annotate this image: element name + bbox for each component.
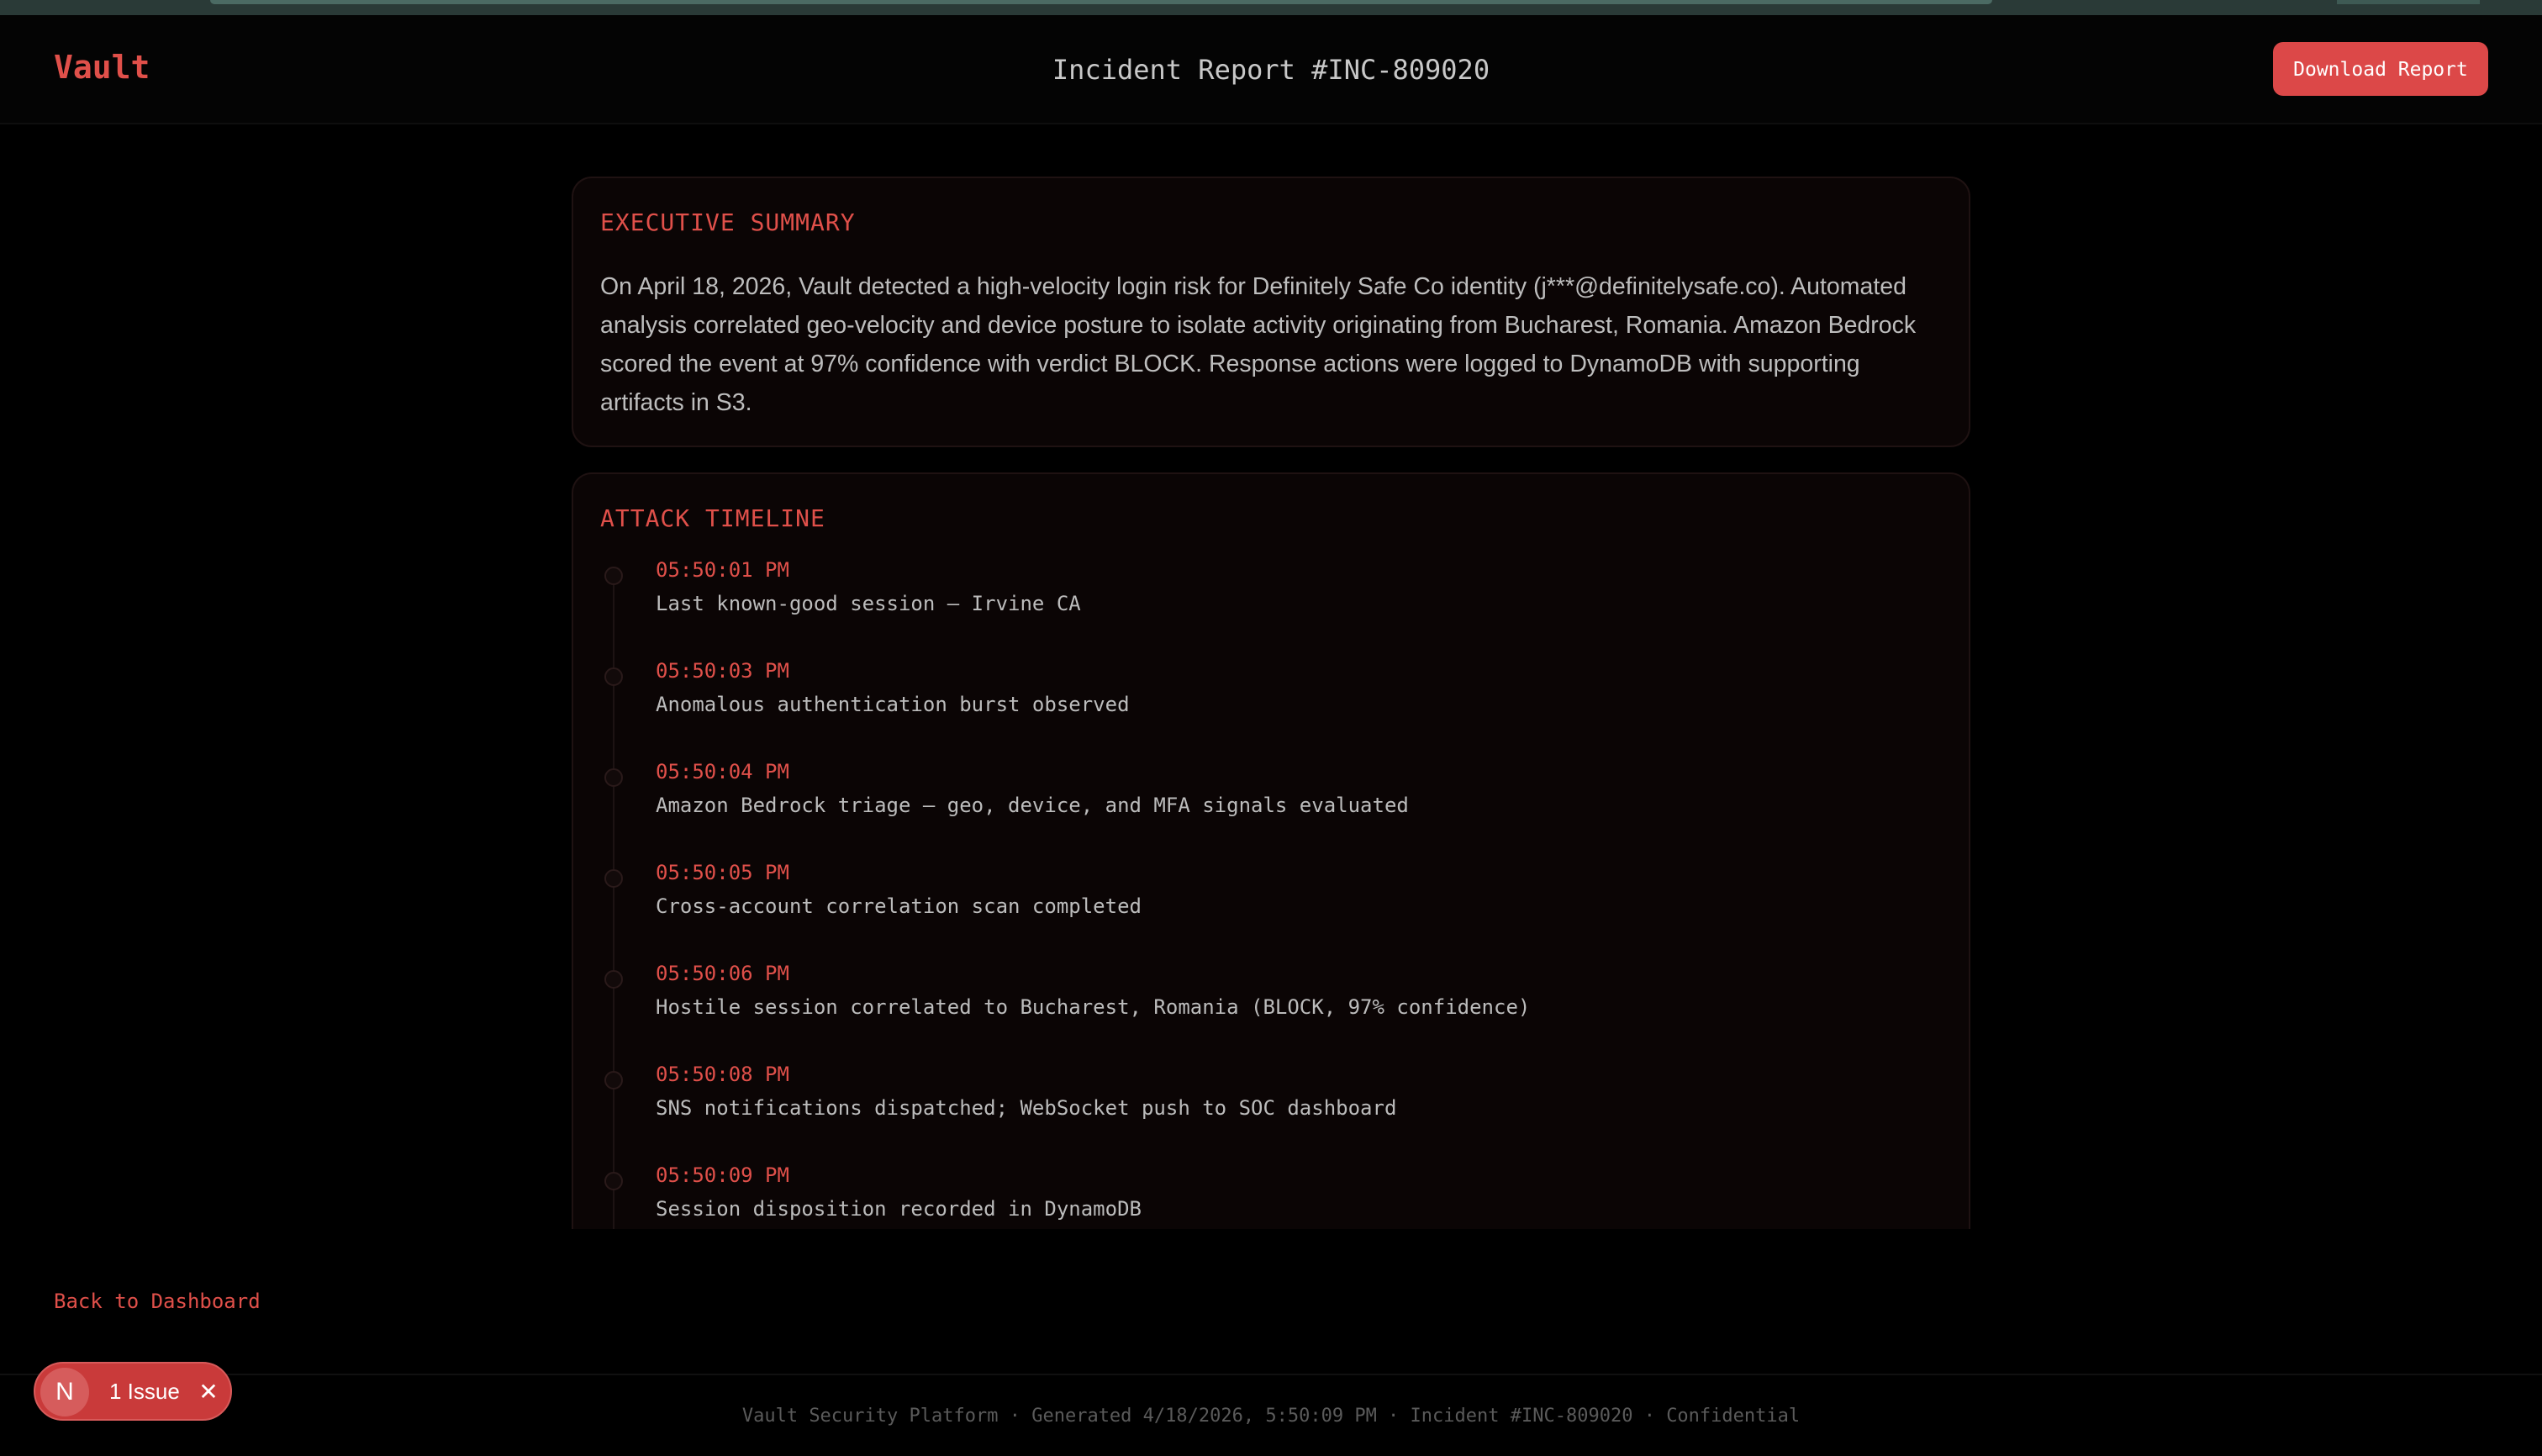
timeline-event bbox=[573, 760, 1918, 852]
executive-summary-card bbox=[572, 177, 1970, 447]
timeline-event-description: Amazon Bedrock triage — geo, device, and MFA signals evaluated bbox=[656, 794, 1409, 817]
page-footer bbox=[0, 1374, 2542, 1456]
footer-text: Vault Security Platform · Generated 4/18/2026, 5:50:09 PM · Incident #INC-809020 · Confidential bbox=[741, 1406, 1801, 1427]
download-report-button[interactable]: Download Report bbox=[2273, 42, 2488, 96]
timeline-event bbox=[573, 1163, 1918, 1229]
timeline-event-time: 05:50:09 PM bbox=[656, 1163, 789, 1187]
timeline-event-description: SNS notifications dispatched; WebSocket push to SOC dashboard bbox=[656, 1096, 1397, 1120]
executive-summary-heading: EXECUTIVE SUMMARY bbox=[600, 208, 856, 236]
timeline-event-time: 05:50:03 PM bbox=[656, 659, 789, 683]
timeline-event bbox=[573, 861, 1918, 953]
brand-logo[interactable]: Vault bbox=[54, 49, 150, 86]
attack-timeline-heading: ATTACK TIMELINE bbox=[600, 504, 825, 532]
report-header bbox=[0, 15, 2542, 124]
executive-summary-text: On April 18, 2026, Vault detected a high-velocity login risk for Definitely Safe Co identity (j***@definitelysafe.co). Automated analysis correlated geo-velocity and device posture to isolate activity originating from Bucharest, Romania. Amazon Bedrock scored the event at 97% confidence with verdict BLOCK. Response actions were logged to DynamoDB with supporting artifacts in S3. bbox=[600, 273, 1917, 416]
top-strip-bar bbox=[210, 0, 1992, 4]
timeline-event-time: 05:50:01 PM bbox=[656, 558, 789, 582]
browser-top-strip bbox=[0, 0, 2542, 15]
timeline-event bbox=[573, 659, 1918, 752]
timeline-dot-icon bbox=[604, 768, 623, 787]
issues-count-label[interactable]: 1 Issue bbox=[109, 1379, 180, 1404]
timeline-event-description: Hostile session correlated to Bucharest, Romania (BLOCK, 97% confidence) bbox=[656, 995, 1531, 1019]
timeline-dot-icon bbox=[604, 869, 623, 888]
timeline-dot-icon bbox=[604, 1172, 623, 1190]
timeline-dot-icon bbox=[604, 970, 623, 989]
timeline-event bbox=[573, 962, 1918, 1054]
timeline-event-description: Anomalous authentication burst observed bbox=[656, 693, 1130, 716]
dev-issues-badge[interactable] bbox=[34, 1362, 232, 1421]
timeline-event-time: 05:50:04 PM bbox=[656, 760, 789, 783]
timeline-event-time: 05:50:05 PM bbox=[656, 861, 789, 884]
timeline-dot-icon bbox=[604, 1071, 623, 1089]
timeline-event bbox=[573, 1063, 1918, 1155]
timeline-dot-icon bbox=[604, 567, 623, 585]
timeline-event bbox=[573, 558, 1918, 651]
timeline-event-time: 05:50:08 PM bbox=[656, 1063, 789, 1086]
timeline-dot-icon bbox=[604, 667, 623, 686]
top-strip-right-bar bbox=[2337, 0, 2480, 4]
timeline-event-time: 05:50:06 PM bbox=[656, 962, 789, 985]
page-title: Incident Report #INC-809020 bbox=[1052, 54, 1490, 86]
attack-timeline-card bbox=[572, 472, 1970, 1229]
timeline-event-description: Cross-account correlation scan completed bbox=[656, 894, 1142, 918]
nextjs-logo-icon[interactable]: N bbox=[40, 1368, 89, 1416]
timeline-event-description: Session disposition recorded in DynamoDB bbox=[656, 1197, 1142, 1221]
timeline-event-description: Last known-good session — Irvine CA bbox=[656, 592, 1081, 615]
back-to-dashboard-link[interactable]: Back to Dashboard bbox=[54, 1290, 261, 1313]
close-icon[interactable]: ✕ bbox=[198, 1378, 219, 1406]
